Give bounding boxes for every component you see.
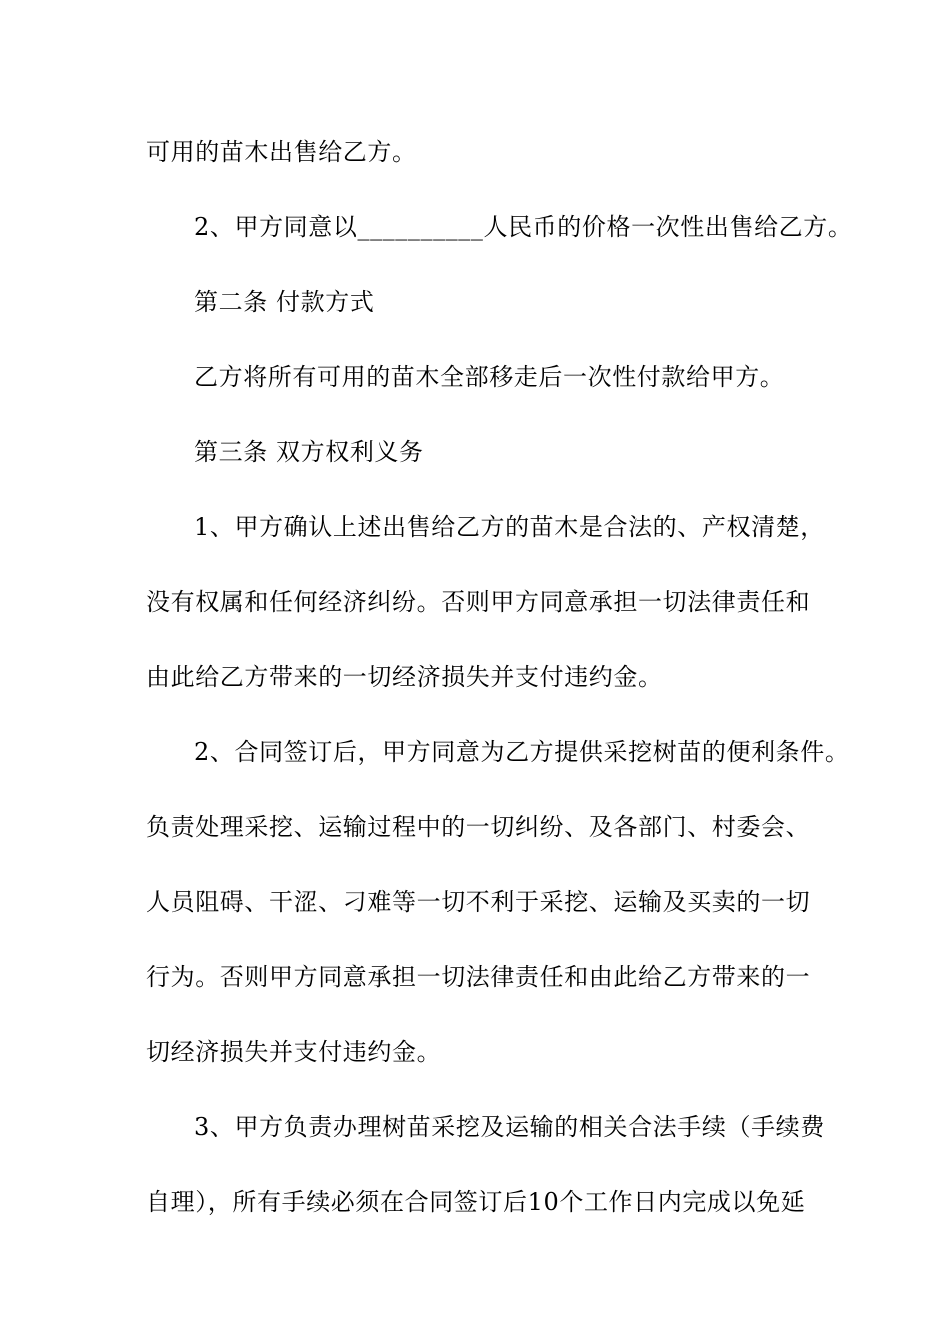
clause-3-1-line-1: 1、甲方确认上述出售给乙方的苗木是合法的、产权清楚， xyxy=(194,513,825,541)
clause-1-2: 2、甲方同意以__________人民币的价格一次性出售给乙方。 xyxy=(194,213,853,241)
article-2-heading: 第二条 付款方式 xyxy=(194,288,375,316)
article-3-heading: 第三条 双方权利义务 xyxy=(194,438,424,466)
clause-3-2-line-1: 2、合同签订后，甲方同意为乙方提供采挖树苗的便利条件。 xyxy=(194,738,850,766)
clause-3-3-line-2: 自理），所有手续必须在合同签订后10个工作日内完成以免延 xyxy=(146,1188,806,1216)
article-2-body: 乙方将所有可用的苗木全部移走后一次性付款给甲方。 xyxy=(194,363,785,391)
clause-3-1-line-2: 没有权属和任何经济纠纷。否则甲方同意承担一切法律责任和 xyxy=(146,588,811,616)
clause-3-2-line-2: 负责处理采挖、运输过程中的一切纠纷、及各部门、村委会、 xyxy=(146,813,811,841)
text-line-1: 可用的苗木出售给乙方。 xyxy=(146,138,417,166)
clause-3-3-line-1: 3、甲方负责办理树苗采挖及运输的相关合法手续（手续费 xyxy=(194,1113,825,1141)
clause-3-2-line-4: 行为。否则甲方同意承担一切法律责任和由此给乙方带来的一 xyxy=(146,963,811,991)
clause-3-2-line-5: 切经济损失并支付违约金。 xyxy=(146,1038,442,1066)
clause-3-2-line-3: 人员阻碍、干涩、刁难等一切不利于采挖、运输及买卖的一切 xyxy=(146,888,811,916)
clause-3-1-line-3: 由此给乙方带来的一切经济损失并支付违约金。 xyxy=(146,663,663,691)
